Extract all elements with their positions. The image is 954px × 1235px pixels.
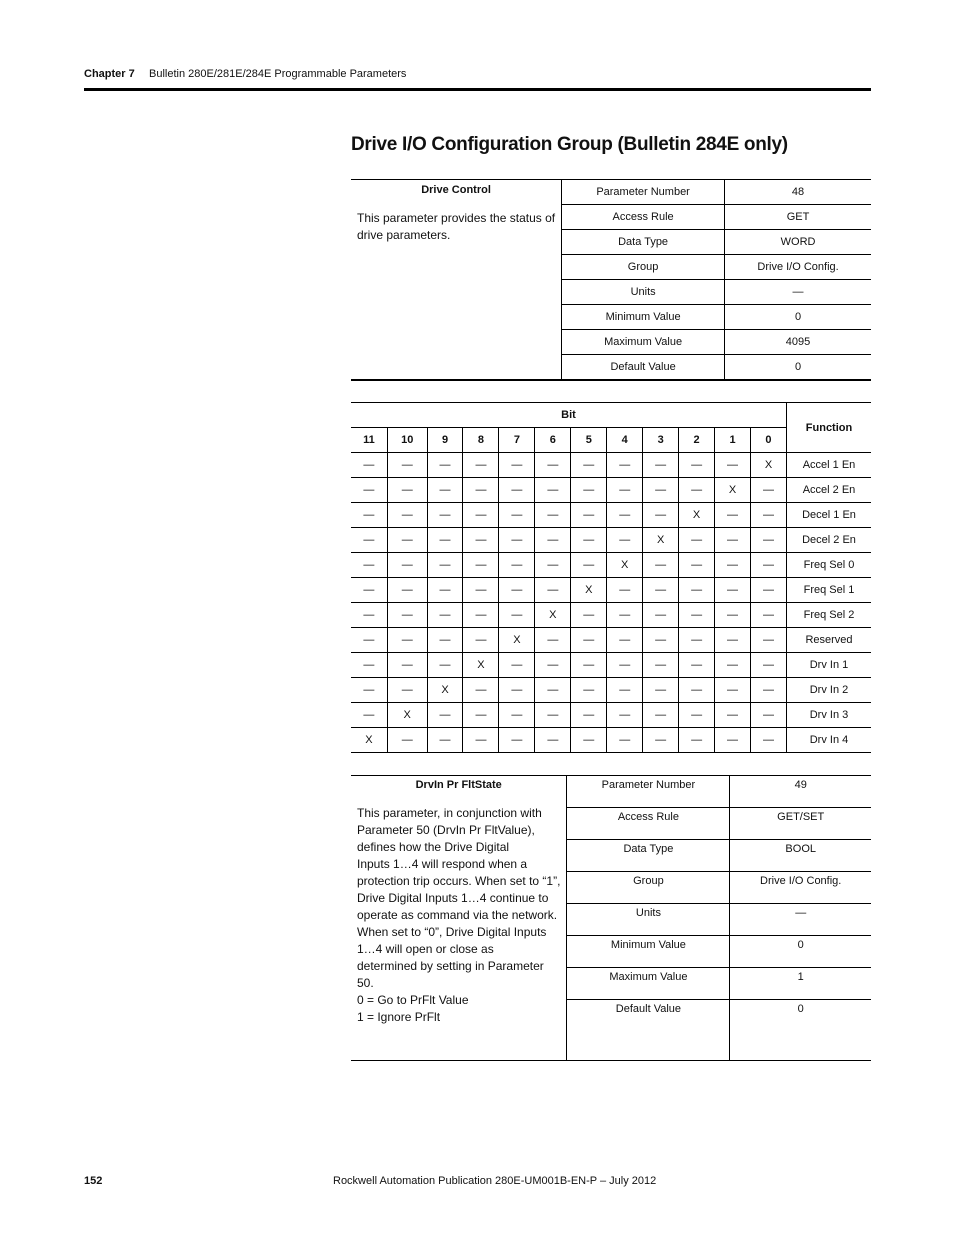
param-label: Parameter Number: [567, 776, 730, 808]
bit-cell: —: [571, 453, 607, 478]
param-value: BOOL: [730, 840, 871, 872]
bit-cell: —: [427, 503, 463, 528]
bit-cell: X: [571, 578, 607, 603]
bit-cell: —: [750, 653, 786, 678]
bit-cell: —: [499, 653, 535, 678]
description-line: Inputs 1…4 will respond when a: [357, 857, 528, 871]
param-row: [351, 776, 871, 808]
param-label: Default Value: [567, 1000, 730, 1061]
bit-cell: —: [463, 528, 499, 553]
bit-cell: —: [715, 703, 751, 728]
bit-cell: —: [750, 628, 786, 653]
param-name: Drive Control: [421, 184, 491, 196]
bit-cell: —: [387, 528, 427, 553]
function-name: Drv In 1: [787, 653, 872, 678]
bit-cell: —: [463, 678, 499, 703]
param-label: Units: [567, 904, 730, 936]
bit-cell: —: [643, 578, 679, 603]
bit-cell: —: [679, 703, 715, 728]
bit-cell: —: [463, 453, 499, 478]
section-title: Drive I/O Configuration Group (Bulletin 284E only): [351, 134, 788, 155]
function-name: Freq Sel 0: [787, 553, 872, 578]
function-name: Drv In 4: [787, 728, 872, 753]
bit-cell: —: [499, 578, 535, 603]
bit-cell: —: [750, 528, 786, 553]
param-value: Drive I/O Config.: [725, 255, 871, 280]
bit-number: 1: [715, 428, 751, 453]
bit-number: 9: [427, 428, 463, 453]
bit-cell: X: [643, 528, 679, 553]
bit-cell: —: [535, 703, 571, 728]
param-value: 49: [730, 776, 871, 808]
bit-cell: —: [499, 603, 535, 628]
param-label: Maximum Value: [567, 968, 730, 1000]
bit-cell: —: [571, 603, 607, 628]
function-name: Drv In 3: [787, 703, 872, 728]
bit-cell: —: [351, 578, 387, 603]
bit-cell: —: [499, 703, 535, 728]
bit-header: Bit: [351, 403, 787, 428]
bit-cell: —: [351, 478, 387, 503]
publication-info: Rockwell Automation Publication 280E-UM001B-EN-P – July 2012: [333, 1175, 657, 1187]
bit-cell: —: [750, 578, 786, 603]
description-line: defines how the Drive Digital: [357, 840, 510, 854]
bit-cell: X: [679, 503, 715, 528]
param-value: GET: [725, 205, 871, 230]
bit-cell: —: [679, 553, 715, 578]
function-name: Accel 2 En: [787, 478, 872, 503]
description-line: Parameter 50 (DrvIn Pr FltValue),: [357, 823, 535, 837]
bit-cell: —: [607, 503, 643, 528]
param-label: Access Rule: [562, 205, 725, 230]
bit-cell: —: [750, 553, 786, 578]
bit-cell: —: [643, 603, 679, 628]
drive-control-param-table: [351, 179, 871, 381]
description-line: 0 = Go to PrFlt Value: [357, 993, 469, 1007]
bit-cell: —: [607, 703, 643, 728]
param-value: 1: [730, 968, 871, 1000]
bit-cell: —: [607, 528, 643, 553]
bit-cell: —: [571, 653, 607, 678]
bit-function-table: [351, 402, 871, 753]
function-name: Decel 1 En: [787, 503, 872, 528]
bit-cell: —: [499, 728, 535, 753]
bit-cell: X: [535, 603, 571, 628]
bit-cell: —: [351, 453, 387, 478]
bit-cell: —: [427, 553, 463, 578]
bit-number: 0: [750, 428, 786, 453]
description-line: Drive Digital Inputs 1…4 continue to: [357, 891, 549, 905]
function-name: Drv In 2: [787, 678, 872, 703]
bit-cell: —: [535, 728, 571, 753]
bit-cell: —: [351, 703, 387, 728]
bit-cell: —: [387, 678, 427, 703]
bit-row: [351, 728, 871, 753]
param-description: [357, 210, 555, 244]
bit-cell: —: [499, 503, 535, 528]
bit-cell: —: [679, 453, 715, 478]
bit-cell: —: [387, 653, 427, 678]
param-label: Group: [567, 872, 730, 904]
bit-number: 4: [607, 428, 643, 453]
bit-cell: —: [427, 528, 463, 553]
bit-number: 5: [571, 428, 607, 453]
bit-cell: —: [499, 478, 535, 503]
bit-cell: —: [750, 728, 786, 753]
param-label: Access Rule: [567, 808, 730, 840]
description-line: drive parameters.: [357, 228, 451, 242]
bit-cell: —: [715, 653, 751, 678]
function-name: Reserved: [787, 628, 872, 653]
description-line: operate as command via the network.: [357, 908, 558, 922]
bit-cell: —: [535, 578, 571, 603]
param-value: —: [725, 280, 871, 305]
bit-cell: —: [387, 478, 427, 503]
bit-number: 7: [499, 428, 535, 453]
param-value: 0: [725, 305, 871, 330]
bit-row: [351, 528, 871, 553]
bit-cell: —: [427, 653, 463, 678]
bit-cell: —: [535, 528, 571, 553]
bit-cell: —: [679, 653, 715, 678]
bit-cell: —: [387, 578, 427, 603]
description-line: When set to “0”, Drive Digital Inputs: [357, 925, 547, 939]
bit-cell: —: [571, 553, 607, 578]
bit-cell: —: [535, 678, 571, 703]
bit-cell: —: [643, 678, 679, 703]
bit-number: 3: [643, 428, 679, 453]
param-value: GET/SET: [730, 808, 871, 840]
bit-cell: —: [463, 553, 499, 578]
bit-cell: —: [607, 578, 643, 603]
bit-cell: —: [535, 453, 571, 478]
bit-cell: —: [715, 603, 751, 628]
bit-cell: —: [643, 653, 679, 678]
page-header: [84, 66, 870, 90]
bit-cell: X: [463, 653, 499, 678]
bit-cell: —: [463, 628, 499, 653]
description-line: 1 = Ignore PrFlt: [357, 1010, 441, 1024]
bit-row: [351, 603, 871, 628]
function-name: Freq Sel 2: [787, 603, 872, 628]
bit-row: [351, 553, 871, 578]
bit-cell: —: [643, 728, 679, 753]
bit-cell: —: [351, 503, 387, 528]
bit-header-row: [351, 403, 871, 428]
param-label: Data Type: [562, 230, 725, 255]
bit-cell: —: [571, 628, 607, 653]
bit-cell: —: [387, 553, 427, 578]
bit-cell: —: [427, 478, 463, 503]
bit-cell: —: [571, 728, 607, 753]
bit-cell: —: [679, 628, 715, 653]
bit-cell: —: [387, 728, 427, 753]
param-label: Default Value: [562, 355, 725, 381]
param-label: Maximum Value: [562, 330, 725, 355]
bit-cell: —: [750, 703, 786, 728]
bit-cell: —: [715, 503, 751, 528]
bit-cell: X: [499, 628, 535, 653]
bit-cell: —: [463, 728, 499, 753]
bit-cell: —: [387, 628, 427, 653]
function-name: Decel 2 En: [787, 528, 872, 553]
bit-cell: —: [351, 653, 387, 678]
bit-cell: X: [715, 478, 751, 503]
function-name: Freq Sel 1: [787, 578, 872, 603]
bit-cell: —: [643, 628, 679, 653]
description-line: 50.: [357, 976, 374, 990]
bit-cell: —: [571, 678, 607, 703]
bit-cell: —: [499, 678, 535, 703]
description-line: determined by setting in Parameter: [357, 959, 544, 973]
bit-number: 6: [535, 428, 571, 453]
bit-cell: —: [535, 478, 571, 503]
bit-number: 2: [679, 428, 715, 453]
bit-number: 10: [387, 428, 427, 453]
bit-cell: —: [679, 478, 715, 503]
bit-cell: —: [750, 503, 786, 528]
bit-cell: —: [499, 528, 535, 553]
bit-cell: —: [499, 453, 535, 478]
chapter-title: Bulletin 280E/281E/284E Programmable Parameters: [149, 68, 407, 80]
param-name: DrvIn Pr FltState: [415, 779, 502, 791]
bit-cell: —: [607, 478, 643, 503]
param-row: [351, 180, 871, 205]
bit-cell: —: [679, 678, 715, 703]
bit-cell: —: [427, 578, 463, 603]
bit-cell: —: [387, 503, 427, 528]
bit-cell: —: [351, 528, 387, 553]
param-value: 0: [730, 1000, 871, 1061]
param-value: 48: [725, 180, 871, 205]
bit-cell: —: [715, 528, 751, 553]
bit-cell: —: [535, 628, 571, 653]
bit-cell: —: [535, 653, 571, 678]
param-label: Group: [562, 255, 725, 280]
param-value: —: [730, 904, 871, 936]
bit-cell: —: [571, 528, 607, 553]
bit-cell: X: [607, 553, 643, 578]
description-line: 1…4 will open or close as: [357, 942, 494, 956]
bit-cell: —: [463, 478, 499, 503]
bit-cell: —: [387, 453, 427, 478]
bit-cell: —: [715, 453, 751, 478]
bit-cell: X: [351, 728, 387, 753]
bit-row: [351, 628, 871, 653]
bit-cell: —: [351, 603, 387, 628]
description-line: protection trip occurs. When set to “1”,: [357, 874, 561, 888]
bit-row: [351, 453, 871, 478]
bit-cell: —: [607, 653, 643, 678]
param-description: [357, 805, 560, 1026]
bit-cell: —: [679, 728, 715, 753]
header-rule: [84, 88, 871, 91]
bit-cell: —: [607, 728, 643, 753]
param-value: WORD: [725, 230, 871, 255]
bit-cell: —: [427, 603, 463, 628]
bit-cell: —: [427, 453, 463, 478]
param-value: 4095: [725, 330, 871, 355]
bit-cell: —: [427, 628, 463, 653]
bit-cell: X: [750, 453, 786, 478]
bit-cell: —: [499, 553, 535, 578]
bit-cell: —: [607, 628, 643, 653]
param-value: 0: [730, 936, 871, 968]
bit-cell: —: [643, 453, 679, 478]
bit-cell: —: [715, 578, 751, 603]
param-label: Minimum Value: [567, 936, 730, 968]
bit-cell: —: [715, 628, 751, 653]
bit-cell: —: [715, 678, 751, 703]
bit-cell: —: [427, 728, 463, 753]
bit-cell: X: [427, 678, 463, 703]
bit-cell: —: [715, 728, 751, 753]
bit-row: [351, 578, 871, 603]
bit-cell: —: [571, 703, 607, 728]
bit-cell: —: [643, 703, 679, 728]
bit-row: [351, 653, 871, 678]
bit-cell: —: [715, 553, 751, 578]
bit-cell: —: [535, 553, 571, 578]
page-number: 152: [84, 1175, 103, 1187]
bit-cell: —: [351, 678, 387, 703]
bit-cell: —: [463, 603, 499, 628]
param-label: Parameter Number: [562, 180, 725, 205]
drvin-pr-fltstate-param-table: [351, 775, 871, 1061]
bit-cell: —: [750, 603, 786, 628]
bit-cell: —: [643, 503, 679, 528]
description-line: This parameter, in conjunction with: [357, 806, 542, 820]
bit-number: 8: [463, 428, 499, 453]
bit-cell: —: [535, 503, 571, 528]
bit-row: [351, 478, 871, 503]
function-header: Function: [787, 403, 872, 453]
bit-cell: —: [679, 603, 715, 628]
bit-cell: —: [750, 678, 786, 703]
bit-cell: —: [643, 478, 679, 503]
bit-cell: —: [351, 553, 387, 578]
bit-cell: —: [607, 678, 643, 703]
bit-cell: —: [571, 503, 607, 528]
bit-row: [351, 703, 871, 728]
bit-number: 11: [351, 428, 387, 453]
bit-row: [351, 503, 871, 528]
chapter-label: Chapter 7: [84, 68, 135, 80]
bit-cell: X: [387, 703, 427, 728]
bit-cell: —: [679, 528, 715, 553]
bit-cell: —: [571, 478, 607, 503]
param-value: 0: [725, 355, 871, 381]
function-name: Accel 1 En: [787, 453, 872, 478]
param-label: Minimum Value: [562, 305, 725, 330]
bit-cell: —: [643, 553, 679, 578]
bit-cell: —: [463, 703, 499, 728]
bit-cell: —: [607, 453, 643, 478]
param-label: Data Type: [567, 840, 730, 872]
bit-cell: —: [463, 503, 499, 528]
bit-cell: —: [351, 628, 387, 653]
bit-cell: —: [679, 578, 715, 603]
bit-cell: —: [387, 603, 427, 628]
param-description-cell: [351, 776, 567, 1061]
bit-cell: —: [427, 703, 463, 728]
bit-row: [351, 678, 871, 703]
bit-cell: —: [463, 578, 499, 603]
param-value: Drive I/O Config.: [730, 872, 871, 904]
bit-cell: —: [750, 478, 786, 503]
description-line: This parameter provides the status of: [357, 211, 556, 225]
param-description-cell: [351, 180, 562, 381]
bit-cell: —: [607, 603, 643, 628]
param-label: Units: [562, 280, 725, 305]
